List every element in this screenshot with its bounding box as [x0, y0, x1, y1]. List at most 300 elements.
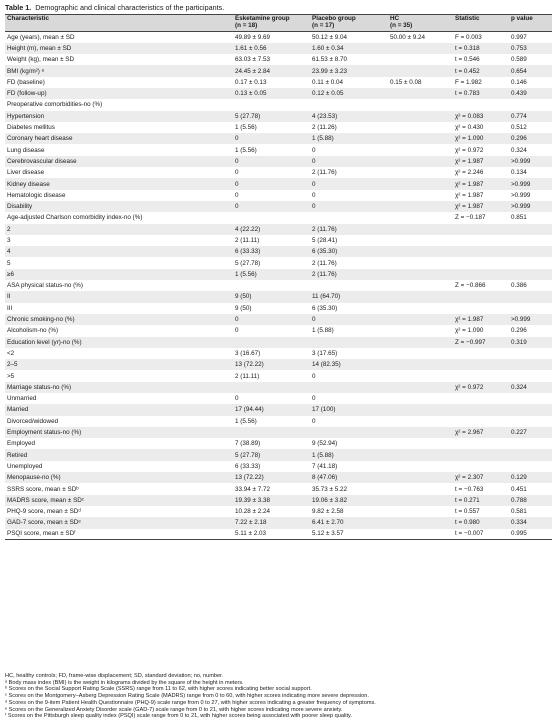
table-cell: 10.28 ± 2.24 [233, 506, 310, 517]
table-cell: 7 (38.89) [233, 438, 310, 449]
table-row [5, 517, 552, 528]
table-cell: 0.512 [509, 122, 552, 133]
table-row [5, 461, 552, 472]
row-label: Weight (kg), mean ± SD [5, 54, 233, 65]
table-cell: 61.53 ± 8.70 [310, 54, 388, 65]
table-cell [388, 43, 453, 54]
table-cell: F = 0.003 [453, 32, 509, 43]
table-cell [310, 280, 388, 291]
table-cell: 2 (11.76) [310, 269, 388, 280]
table-cell: 33.94 ± 7.72 [233, 483, 310, 494]
table-cell: 9 (50) [233, 291, 310, 302]
column-header-line: HC [390, 15, 400, 22]
table-cell [453, 257, 509, 268]
table-cell: 0 [233, 167, 310, 178]
table-cell [310, 382, 388, 393]
table-row [5, 416, 552, 427]
table-cell: 0 [310, 190, 388, 201]
table-cell: 4 (22.22) [233, 224, 310, 235]
table-cell: χ² = 1.987 [453, 156, 509, 167]
table-cell [233, 427, 310, 438]
row-label: Alcoholism-no (%) [5, 325, 233, 336]
row-label: <2 [5, 348, 233, 359]
row-label: III [5, 303, 233, 314]
table-cell: 0 [310, 178, 388, 189]
table-cell: >0.999 [509, 156, 552, 167]
table-cell [509, 257, 552, 268]
table-cell [453, 416, 509, 427]
table-cell: t = 0.546 [453, 54, 509, 65]
table-cell [388, 393, 453, 404]
table-cell [310, 99, 388, 110]
table-cell: >0.999 [509, 190, 552, 201]
row-label: Diabetes mellitus [5, 122, 233, 133]
table-cell: 0 [233, 201, 310, 212]
table-row [5, 77, 552, 88]
table-cell: 0 [233, 178, 310, 189]
table-row [5, 472, 552, 483]
table-row [5, 224, 552, 235]
table-cell [233, 212, 310, 223]
table-row [5, 382, 552, 393]
row-label: 3 [5, 235, 233, 246]
table-cell: F = 1.982 [453, 77, 509, 88]
table-cell: 2 (11.76) [310, 257, 388, 268]
footnote: ᶠ Scores on the Pittsburgh sleep quality index (PSQI) scale range from 0 to 21, with higher scores being associated with poorer sleep quality. [5, 713, 352, 718]
table-cell [509, 99, 552, 110]
table-cell [388, 438, 453, 449]
table-cell [388, 472, 453, 483]
table-cell: 0.129 [509, 472, 552, 483]
table-cell: t = 0.980 [453, 517, 509, 528]
table-cell: 1.61 ± 0.56 [233, 43, 310, 54]
column-header [233, 15, 310, 32]
table-cell: 2 (11.11) [233, 235, 310, 246]
table-cell: Z = −0.997 [453, 337, 509, 348]
table-cell: 0.774 [509, 111, 552, 122]
table-body [5, 32, 552, 540]
table-cell [388, 144, 453, 155]
row-label: >5 [5, 370, 233, 381]
table-cell [509, 235, 552, 246]
table-row [5, 280, 552, 291]
table-row [5, 393, 552, 404]
table-cell: 0.12 ± 0.05 [310, 88, 388, 99]
row-label: Age-adjusted Charlson comorbidity index-no (%) [5, 212, 233, 223]
table-row [5, 156, 552, 167]
row-label: 2 [5, 224, 233, 235]
row-label: Divorced/widowed [5, 416, 233, 427]
table-cell [388, 461, 453, 472]
row-label: ASA physical status-no (%) [5, 280, 233, 291]
table-cell: 7 (41.18) [310, 461, 388, 472]
row-label: Age (years), mean ± SD [5, 32, 233, 43]
table-title: Demographic and clinical characteristics of the participants. [35, 3, 225, 12]
table-cell [388, 167, 453, 178]
table-row [5, 178, 552, 189]
table-cell: 0.296 [509, 133, 552, 144]
row-label: Height (m), mean ± SD [5, 43, 233, 54]
table-cell: 0 [310, 416, 388, 427]
table-cell: Z = −0.866 [453, 280, 509, 291]
table-cell [388, 280, 453, 291]
row-label: Cerebrovascular disease [5, 156, 233, 167]
table-cell [388, 314, 453, 325]
table-row [5, 257, 552, 268]
table-cell: 0.654 [509, 65, 552, 76]
table-cell: 63.03 ± 7.53 [233, 54, 310, 65]
table-cell [388, 88, 453, 99]
table-row [5, 122, 552, 133]
table-cell: 0.15 ± 0.08 [388, 77, 453, 88]
footnote: ᵇ Scores on the Social Support Rating Scale (SSRS) range from 11 to 62, with higher scores indicating better social support. [5, 686, 312, 693]
table-cell: t = 0.271 [453, 495, 509, 506]
table-cell [388, 190, 453, 201]
table-cell: 1 (5.88) [310, 449, 388, 460]
row-label: Retired [5, 449, 233, 460]
row-label: 5 [5, 257, 233, 268]
table-cell: 3 (17.65) [310, 348, 388, 359]
column-header [310, 15, 388, 32]
table-row [5, 506, 552, 517]
row-label: Hematologic disease [5, 190, 233, 201]
table-row [5, 43, 552, 54]
table-label: Table 1. [5, 3, 32, 12]
table-cell [509, 269, 552, 280]
row-label: II [5, 291, 233, 302]
table-cell [453, 438, 509, 449]
table-cell [388, 178, 453, 189]
table-cell: 0.146 [509, 77, 552, 88]
table-cell [453, 370, 509, 381]
table-cell: 5.11 ± 2.03 [233, 529, 310, 540]
row-label: Chronic smoking-no (%) [5, 314, 233, 325]
table-row [5, 88, 552, 99]
column-header [453, 15, 509, 32]
row-label: FD (baseline) [5, 77, 233, 88]
table-cell: 0.589 [509, 54, 552, 65]
table-cell: 0.439 [509, 88, 552, 99]
footnote: ᵉ Scores on the Generalized Anxiety Disorder scale (GAD-7) scale range from 0 to 21, with higher scores indicating more severe anxiety. [5, 706, 343, 713]
table-cell: 0.319 [509, 337, 552, 348]
table-cell [388, 370, 453, 381]
header-row [5, 15, 552, 32]
table-cell: 9 (50) [233, 303, 310, 314]
row-label: PHQ-9 score, mean ± SDᵈ [5, 506, 233, 517]
table-cell: 8 (47.06) [310, 472, 388, 483]
row-label: MADRS score, mean ± SDᶜ [5, 495, 233, 506]
table-cell [453, 359, 509, 370]
table-cell: 0 [233, 190, 310, 201]
table-cell [453, 404, 509, 415]
table-cell: χ² = 1.987 [453, 190, 509, 201]
table-row [5, 495, 552, 506]
table-cell: χ² = 1.987 [453, 201, 509, 212]
table-cell [388, 224, 453, 235]
table-row [5, 269, 552, 280]
table-cell [453, 303, 509, 314]
row-label: Education level (yr)-no (%) [5, 337, 233, 348]
table-cell: 6 (33.33) [233, 461, 310, 472]
table-cell [453, 291, 509, 302]
row-label: Liver disease [5, 167, 233, 178]
table-cell: 49.89 ± 9.69 [233, 32, 310, 43]
table-cell [509, 224, 552, 235]
table-cell: 0.11 ± 0.04 [310, 77, 388, 88]
table-row [5, 133, 552, 144]
table-cell [388, 156, 453, 167]
table-cell: 3 (16.67) [233, 348, 310, 359]
footnote: HC, healthy controls; FD, frame-wise displacement; SD, standard deviation; no, number. [5, 673, 224, 679]
table-row [5, 167, 552, 178]
table-cell: 24.45 ± 2.84 [233, 65, 310, 76]
footnote: ᵃ Body mass index (BMI) is the weight in kilograms divided by the square of the height in meters. [5, 679, 244, 686]
table-cell: 1 (5.56) [233, 144, 310, 155]
table-row [5, 65, 552, 76]
table-cell [509, 246, 552, 257]
table-cell [453, 269, 509, 280]
table-cell: 0.227 [509, 427, 552, 438]
table-cell [388, 495, 453, 506]
table-cell: 6 (33.33) [233, 246, 310, 257]
table-cell [233, 280, 310, 291]
table-cell: 0.134 [509, 167, 552, 178]
table-cell: 0 [310, 144, 388, 155]
table-cell [388, 303, 453, 314]
table-cell [388, 235, 453, 246]
column-header [5, 15, 233, 32]
table-cell: 5 (28.41) [310, 235, 388, 246]
table-cell: 50.12 ± 9.04 [310, 32, 388, 43]
table-cell: 0 [233, 393, 310, 404]
row-label: Unemployed [5, 461, 233, 472]
footnote: ᶜ Scores on the Montgomery–Åsberg Depression Rating Scale (MADRS) range from 0 to 60, with higher scores indicating more severe depression. [5, 693, 369, 700]
table-cell: 0.17 ± 0.13 [233, 77, 310, 88]
table-cell [509, 461, 552, 472]
table-cell: 0.788 [509, 495, 552, 506]
table-cell: 1 (5.56) [233, 269, 310, 280]
table-header [5, 15, 552, 32]
table-row [5, 325, 552, 336]
table-row [5, 291, 552, 302]
table-cell: 1 (5.56) [233, 416, 310, 427]
table-cell: 2 (11.76) [310, 224, 388, 235]
table-cell [388, 416, 453, 427]
column-header-line: (n = 35) [390, 21, 413, 29]
table-cell: 4 (23.53) [310, 111, 388, 122]
table-row [5, 427, 552, 438]
table-cell: χ² = 2.967 [453, 427, 509, 438]
table-row [5, 483, 552, 494]
table-cell: 50.00 ± 9.24 [388, 32, 453, 43]
table-cell [509, 359, 552, 370]
table-cell [310, 337, 388, 348]
row-label: 2–5 [5, 359, 233, 370]
table-cell: 5 (27.78) [233, 257, 310, 268]
table-cell: >0.999 [509, 178, 552, 189]
table-cell: 6 (35.30) [310, 303, 388, 314]
table-cell: 9 (52.94) [310, 438, 388, 449]
table-cell: 2 (11.26) [310, 122, 388, 133]
table-row [5, 235, 552, 246]
table-cell [388, 404, 453, 415]
footnote: ᵈ Scores on the 9-item Patient Health Questionnaire (PHQ-9) scale range from 0 to 27, with higher scores indicating a greater frequency of symptoms. [5, 699, 376, 706]
table-cell: 0.451 [509, 483, 552, 494]
table-cell: 13 (72.22) [233, 359, 310, 370]
table-cell: 17 (94.44) [233, 404, 310, 415]
table-cell: 0 [310, 370, 388, 381]
table-cell: 0 [233, 156, 310, 167]
table-cell [388, 111, 453, 122]
row-label: Married [5, 404, 233, 415]
table-cell [233, 382, 310, 393]
table-cell: 5 (27.78) [233, 449, 310, 460]
table-cell: χ² = 1.090 [453, 133, 509, 144]
table-cell [388, 517, 453, 528]
table-cell: t = −0.007 [453, 529, 509, 540]
table-cell: 14 (82.35) [310, 359, 388, 370]
table-cell: 0.581 [509, 506, 552, 517]
table-cell [509, 303, 552, 314]
table-cell: 1 (5.88) [310, 325, 388, 336]
table-cell [388, 65, 453, 76]
table-cell: 0.851 [509, 212, 552, 223]
table-row [5, 246, 552, 257]
table-cell: 0.13 ± 0.05 [233, 88, 310, 99]
column-header [388, 15, 453, 32]
table-caption [5, 3, 224, 12]
table-cell: χ² = 1.987 [453, 178, 509, 189]
table-cell [233, 99, 310, 110]
table-row [5, 99, 552, 110]
row-label: PSQI score, mean ± SDᶠ [5, 529, 233, 540]
table-row [5, 303, 552, 314]
table-row [5, 348, 552, 359]
table-cell [388, 449, 453, 460]
table-cell [388, 201, 453, 212]
table-cell: 0 [233, 325, 310, 336]
table-cell: Z = −0.187 [453, 212, 509, 223]
table-cell: 19.06 ± 3.82 [310, 495, 388, 506]
column-header-line: Placebo group [312, 15, 356, 22]
table-cell: 0.324 [509, 382, 552, 393]
table-cell: χ² = 1.090 [453, 325, 509, 336]
row-label: Lung disease [5, 144, 233, 155]
table-cell [388, 483, 453, 494]
column-header-line: (n = 18) [235, 21, 258, 29]
table-row [5, 449, 552, 460]
table-row [5, 54, 552, 65]
table-footnotes [5, 673, 552, 718]
row-label: Kidney disease [5, 178, 233, 189]
table-row [5, 144, 552, 155]
column-header [509, 15, 552, 32]
table-row [5, 370, 552, 381]
row-label: ≥6 [5, 269, 233, 280]
table-cell [453, 449, 509, 460]
table-cell: 0 [310, 156, 388, 167]
table-cell [453, 246, 509, 257]
row-label: FD (follow-up) [5, 88, 233, 99]
row-label: Marriage status-no (%) [5, 382, 233, 393]
table-cell: χ² = 0.430 [453, 122, 509, 133]
table-cell [388, 427, 453, 438]
table-cell [388, 506, 453, 517]
table-cell: 19.39 ± 3.38 [233, 495, 310, 506]
table-cell [509, 291, 552, 302]
table-cell: 0.324 [509, 144, 552, 155]
table-cell: 1 (5.56) [233, 122, 310, 133]
table-cell [509, 449, 552, 460]
table-cell [388, 54, 453, 65]
table-cell [453, 99, 509, 110]
table-cell: 1.60 ± 0.34 [310, 43, 388, 54]
table-cell [310, 427, 388, 438]
table-cell: χ² = 1.987 [453, 314, 509, 325]
table-cell [509, 404, 552, 415]
table-cell: 0.296 [509, 325, 552, 336]
row-label: BMI (kg/m²) ᵃ [5, 65, 233, 76]
table-cell [388, 291, 453, 302]
table-cell: 5 (27.78) [233, 111, 310, 122]
table-cell: 6 (35.30) [310, 246, 388, 257]
table-cell: t = −0.763 [453, 483, 509, 494]
table-cell [310, 212, 388, 223]
table-cell: 0 [310, 393, 388, 404]
table-cell [453, 461, 509, 472]
row-label: Disability [5, 201, 233, 212]
table-row [5, 359, 552, 370]
table-cell [233, 337, 310, 348]
table-cell [388, 99, 453, 110]
table-cell: 9.82 ± 2.58 [310, 506, 388, 517]
table-cell [388, 133, 453, 144]
table-cell [388, 325, 453, 336]
table-row [5, 32, 552, 43]
table-cell [388, 257, 453, 268]
table-cell [509, 370, 552, 381]
table-row [5, 314, 552, 325]
table-cell [388, 348, 453, 359]
table-row [5, 212, 552, 223]
table-cell: 17 (100) [310, 404, 388, 415]
table-cell [453, 235, 509, 246]
characteristics-table [5, 14, 552, 540]
table-cell [388, 337, 453, 348]
table-cell [388, 269, 453, 280]
table-cell: t = 0.452 [453, 65, 509, 76]
table-cell [509, 348, 552, 359]
table-cell: χ² = 0.972 [453, 144, 509, 155]
table-cell: χ² = 2.307 [453, 472, 509, 483]
table-row [5, 337, 552, 348]
table-row [5, 190, 552, 201]
table-cell [388, 359, 453, 370]
table-row [5, 529, 552, 540]
table-cell: 0.334 [509, 517, 552, 528]
row-label: Employment status-no (%) [5, 427, 233, 438]
row-label: SSRS score, mean ± SDᵇ [5, 483, 233, 494]
row-label: GAD-7 score, mean ± SDᵉ [5, 517, 233, 528]
table-cell: 0.753 [509, 43, 552, 54]
column-header-line: Characteristic [7, 15, 49, 22]
table-cell: 2 (11.11) [233, 370, 310, 381]
table-cell [453, 393, 509, 404]
table-cell: 0 [310, 201, 388, 212]
table-cell [453, 348, 509, 359]
table-cell: t = 0.783 [453, 88, 509, 99]
table-cell [509, 416, 552, 427]
